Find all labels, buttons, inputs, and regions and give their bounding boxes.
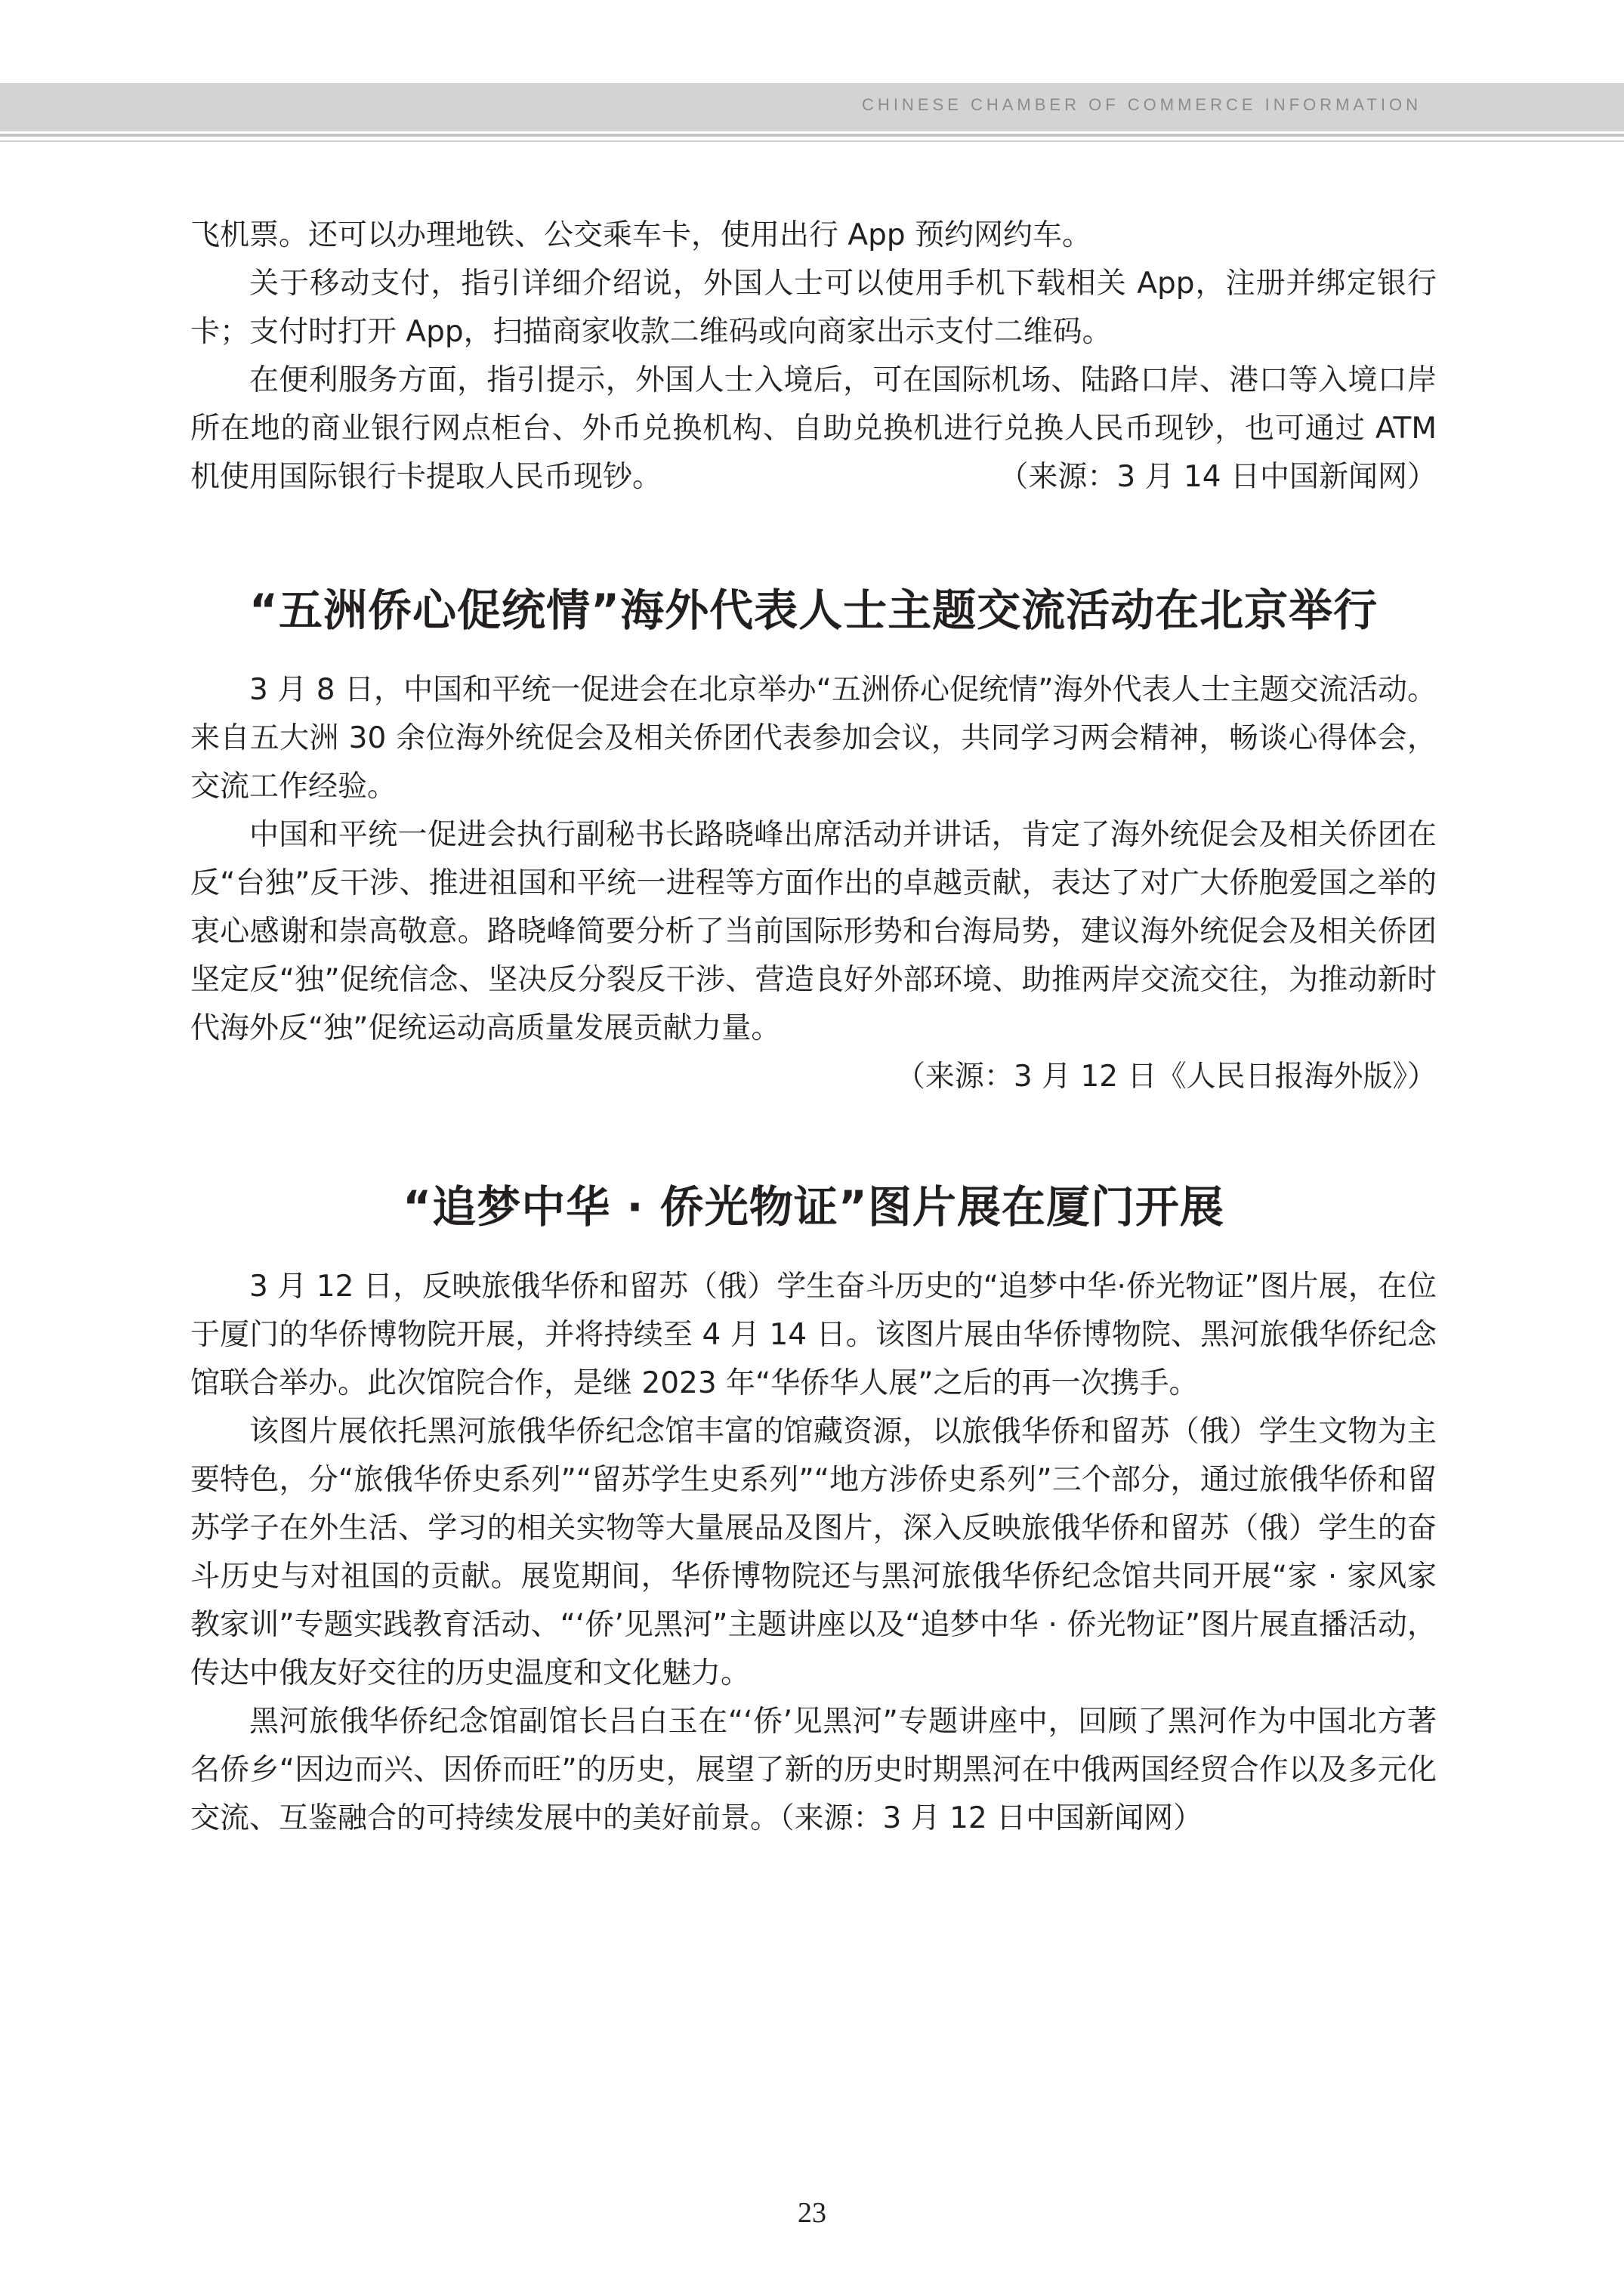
- running-header: CHINESE CHAMBER OF COMMERCE INFORMATION: [862, 95, 1422, 114]
- paragraph: 关于移动支付，指引详细介绍说，外国人士可以使用手机下载相关 App，注册并绑定银行卡；支付时打开 App，扫描商家收款二维码或向商家出示支付二维码。: [190, 267, 1437, 349]
- paragraph: 飞机票。还可以办理地铁、公交乘车卡，使用出行 App 预约网约车。: [190, 218, 1091, 252]
- paragraph-text: 在便利服务方面，指引提示，外国人士入境后，可在国际机场、陆路口岸、港口等入境口岸所在地的商业银行网点柜台、外币兑换机构、自助兑换机进行兑换人民币现钞，也可通过 ATM 机使用国际银行卡提取人民币现钞。: [190, 363, 1437, 494]
- paragraph: [190, 356, 1437, 501]
- header-rule: [0, 134, 1624, 137]
- paragraph: 该图片展依托黑河旅俄华侨纪念馆丰富的馆藏资源，以旅俄华侨和留苏（俄）学生文物为主要特色，分“旅俄华侨史系列”“留苏学生史系列”“地方涉侨史系列”三个部分，通过旅俄华侨和留苏学子在外生活、学习的相关实物等大量展品及图片，深入反映旅俄华侨和留苏（俄）学生的奋斗历史与对祖国的贡献。展览期间，华侨博物院还与黑河旅俄华侨纪念馆共同开展“家 · 家风家教家训”专题实践教育活动、“‘侨’见黑河”主题讲座以及“追梦中华 · 侨光物证”图片展直播活动，传达中俄友好交往的历史温度和文化魅力。: [190, 1415, 1437, 1690]
- source-citation: （来源：3 月 12 日中国新闻网）: [780, 1801, 1203, 1835]
- source-citation: （来源：3 月 12 日《人民日报海外版》）: [895, 1060, 1437, 1094]
- page-content: [190, 211, 1437, 1843]
- article-wuzhou: [190, 580, 1437, 1101]
- paragraph: 中国和平统一促进会执行副秘书长路晓峰出席活动并讲话，肯定了海外统促会及相关侨团在反“台独”反干涉、推进祖国和平统一进程等方面作出的卓越贡献，表达了对广大侨胞爱国之举的衷心感谢和崇高敬意。路晓峰简要分析了当前国际形势和台海局势，建议海外统促会及相关侨团坚定反“独”促统信念、坚决反分裂反干涉、营造良好外部环境、助推两岸交流交往，为推动新时代海外反“独”促统运动高质量发展贡献力量。: [190, 818, 1437, 1045]
- page-number: 23: [798, 2197, 826, 2229]
- paragraph: 3 月 12 日，反映旅俄华侨和留苏（俄）学生奋斗历史的“追梦中华·侨光物证”图片展，在位于厦门的华侨博物院开展，并将持续至 4 月 14 日。该图片展由华侨博物院、黑河旅俄华侨纪念馆联合举办。此次馆院合作，是继 2023 年“华侨华人展”之后的再一次携手。: [190, 1270, 1437, 1400]
- section-continued: [190, 211, 1437, 501]
- article-title: “追梦中华 · 侨光物证”图片展在厦门开展: [403, 1181, 1224, 1233]
- article-title: “五洲侨心促统情”海外代表人士主题交流活动在北京举行: [249, 585, 1379, 636]
- paragraph: [190, 1698, 1437, 1843]
- paragraph-text: 黑河旅俄华侨纪念馆副馆长吕白玉在“‘侨’见黑河”专题讲座中，回顾了黑河作为中国北方著名侨乡“因边而兴、因侨而旺”的历史，展望了新的历史时期黑河在中俄两国经贸合作以及多元化交流、互鉴融合的可持续发展中的美好前景。: [190, 1705, 1437, 1835]
- source-citation: （来源：3 月 14 日中国新闻网）: [999, 460, 1437, 494]
- paragraph: 3 月 8 日，中国和平统一促进会在北京举办“五洲侨心促统情”海外代表人士主题交流活动。来自五大洲 30 余位海外统促会及相关侨团代表参加会议，共同学习两会精神，畅谈心得体会，交流工作经验。: [190, 673, 1437, 804]
- header-rule-thin: [0, 140, 1624, 142]
- article-zhuimeng: [190, 1177, 1437, 1843]
